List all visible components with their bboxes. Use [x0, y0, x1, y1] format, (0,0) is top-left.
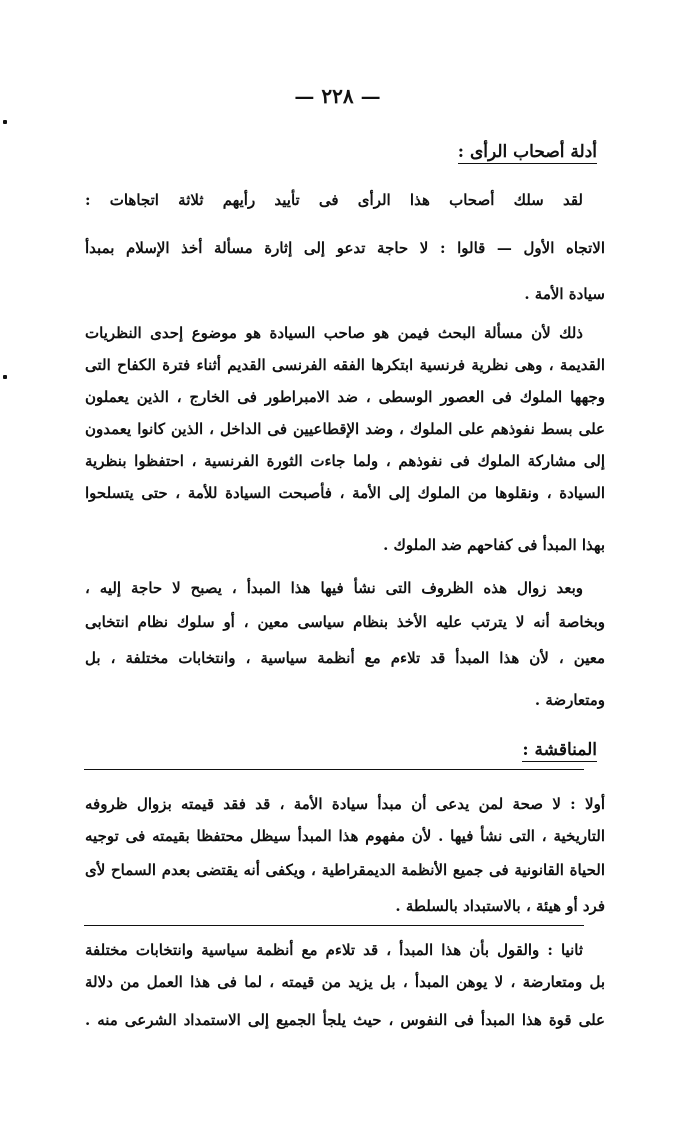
text-line: إلى مشاركة الملوك فى نفوذهم ، ولما جاءت الثورة الفرنسية ، احتفظوا بنظرية — [85, 452, 605, 470]
scan-mark — [3, 120, 7, 124]
section-heading-evidence: أدلة أصحاب الرأى : — [457, 142, 597, 162]
text-line: ثانيا : والقول بأن هذا المبدأ ، قد تلاءم مع أنظمة سياسية وانتخابات مختلفة — [85, 941, 583, 959]
text-line: بهذا المبدأ فى كفاحهم ضد الملوك . — [383, 536, 605, 554]
text-line: أولا : لا صحة لمن يدعى أن مبدأ سيادة الأمة ، قد فقد قيمته بزوال ظروفه — [85, 795, 605, 813]
scan-mark — [3, 375, 7, 379]
text-line: الاتجاه الأول — قالوا : لا حاجة تدعو إلى إثارة مسألة أخذ الإسلام بمبدأ — [85, 239, 605, 257]
section-heading-discussion: المناقشة : — [522, 740, 597, 760]
text-line: بل ومتعارضة ، لا يوهن المبدأ ، بل يزيد من قيمته ، لما فى هذا العمل من دلالة — [85, 973, 605, 991]
text-line: وبخاصة أنه لا يترتب عليه الأخذ بنظام سياسى معين ، أو سلوك نظام انتخابى — [85, 613, 605, 631]
text-line: وجهها الملوك فى العصور الوسطى ، ضد الامبراطور فى الخارج ، الذين يعملون — [85, 388, 605, 406]
text-line: سيادة الأمة . — [524, 285, 605, 303]
text-line: ذلك لأن مسألة البحث فيمن هو صاحب السيادة هو موضوع إحدى النظريات — [85, 324, 583, 342]
text-line: القديمة ، وهى نظرية فرنسية ابتكرها الفقه الفرنسى القديم أثناء فترة الكفاح التى — [85, 356, 605, 374]
text-line: التاريخية ، التى نشأ فيها . لأن مفهوم هذا المبدأ سيظل محتفظا بقيمته فى توجيه — [85, 827, 605, 845]
text-line: السيادة ، ونقلوها من الملوك إلى الأمة ، فأصبحت السيادة للأمة ، حتى يتسلحوا — [85, 484, 605, 502]
text-line: على بسط نفوذهم على الملوك ، وضد الإقطاعيين فى الداخل ، الذين كانوا يعمدون — [85, 420, 605, 438]
divider-line — [84, 925, 584, 926]
text-line: على قوة هذا المبدأ فى النفوس ، حيث يلجأ الجميع إلى الاستمداد الشرعى منه . — [85, 1011, 605, 1029]
intro-line: لقد سلك أصحاب هذا الرأى فى تأييد رأيهم ثلاثة اتجاهات : — [85, 191, 583, 209]
text-line: وبعد زوال هذه الظروف التى نشأ فيها هذا المبدأ ، يصبح لا حاجة إليه ، — [85, 579, 583, 597]
text-line: ومتعارضة . — [534, 691, 605, 709]
page-number: — ٢٢٨ — — [294, 84, 381, 108]
text-line: الحياة القانونية فى جميع الأنظمة الديمقراطية ، ويكفى أنه يقتضى بعدم السماح لأى — [85, 861, 605, 879]
text-line: معين ، لأن هذا المبدأ قد تلاءم مع أنظمة سياسية ، وانتخابات مختلفة ، بل — [85, 649, 605, 667]
divider-line — [84, 769, 584, 770]
text-line: فرد أو هيئة ، بالاستبداد بالسلطة . — [395, 897, 605, 915]
